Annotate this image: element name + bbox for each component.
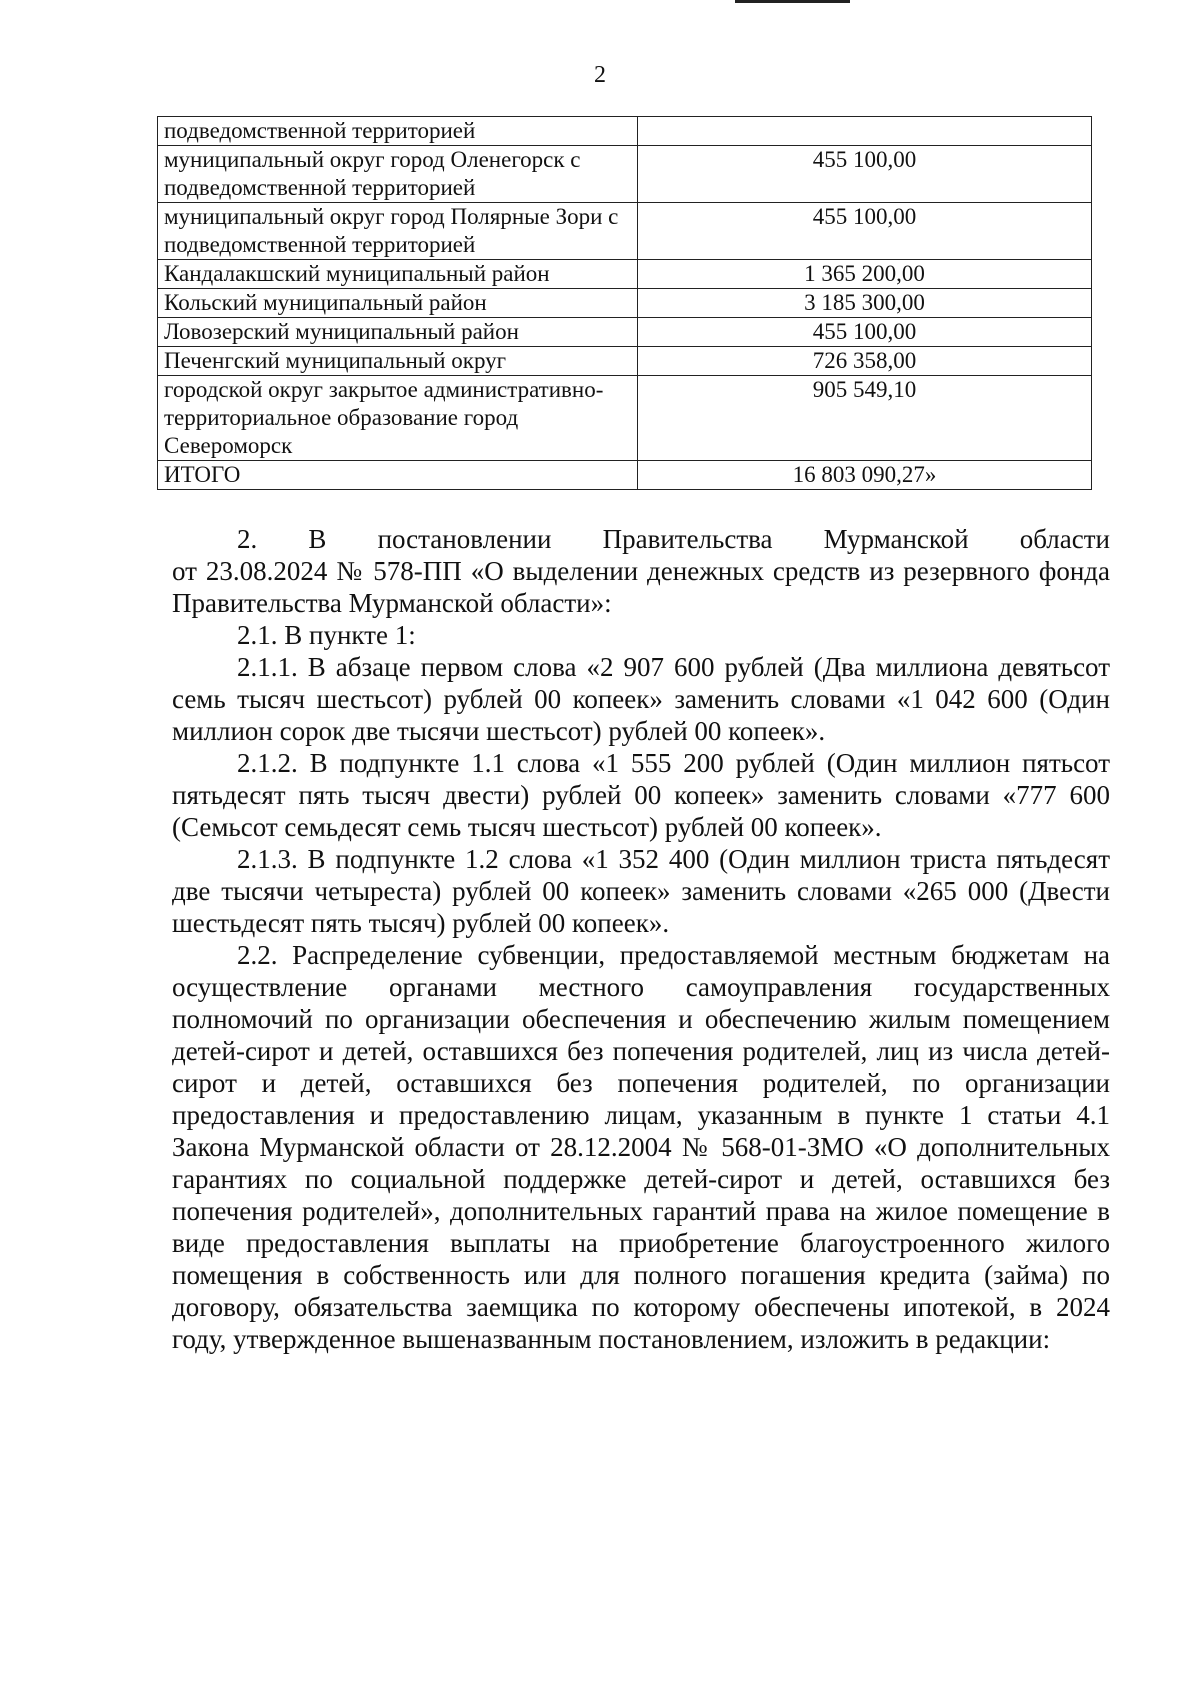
table-cell-name: Ловозерский муниципальный район [158, 318, 638, 347]
document-body [172, 523, 1110, 1355]
top-edge-mark [735, 0, 850, 3]
paragraph: 2.1.2. В подпункте 1.1 слова «1 555 200 рублей (Один миллион пятьсот пятьдесят пять тысяч двести) рублей 00 копеек» заменить словами «777 600 (Семьсот семьдесят семь тысяч шестьсот) рублей 00 копеек». [172, 748, 1110, 842]
table-cell-name: Кольский муниципальный район [158, 289, 638, 318]
table-cell-amount: 455 100,00 [638, 146, 1092, 203]
table-cell-amount: 1 365 200,00 [638, 260, 1092, 289]
table-cell-amount: 16 803 090,27» [638, 461, 1092, 490]
table-total-row [158, 461, 1092, 490]
page-number: 2 [594, 62, 606, 88]
table-cell-name: муниципальный округ город Полярные Зори с подведомственной территорией [158, 203, 638, 260]
table-row [158, 260, 1092, 289]
table-cell-name: Кандалакшский муниципальный район [158, 260, 638, 289]
paragraph: от 23.08.2024 № 578-ПП «О выделении денежных средств из резервного фонда Правительства Мурманской области»: [172, 556, 1110, 618]
table-cell-name: подведомственной территорией [158, 117, 638, 146]
table-row [158, 146, 1092, 203]
table-cell-name: Печенгский муниципальный округ [158, 347, 638, 376]
table-cell-amount: 3 185 300,00 [638, 289, 1092, 318]
allocation-table [157, 116, 1092, 490]
paragraph: 2. В постановлении Правительства Мурманской области [237, 524, 1110, 554]
table-row [158, 203, 1092, 260]
paragraph: 2.1.1. В абзаце первом слова «2 907 600 рублей (Два миллиона девятьсот семь тысяч шестьсот) рублей 00 копеек» заменить словами «1 042 600 (Один миллион сорок две тысячи шестьсот) рублей 00 копеек». [172, 652, 1110, 746]
table-cell-amount [638, 117, 1092, 146]
table-cell-amount: 726 358,00 [638, 347, 1092, 376]
table-row [158, 117, 1092, 146]
table-cell-name: муниципальный округ город Оленегорск с подведомственной территорией [158, 146, 638, 203]
table-cell-name: ИТОГО [158, 461, 638, 490]
paragraph: 2.1.3. В подпункте 1.2 слова «1 352 400 (Один миллион триста пятьдесят две тысячи четыреста) рублей 00 копеек» заменить словами «265 000 (Двести шестьдесят пять тысяч) рублей 00 копеек». [172, 844, 1110, 938]
table-row [158, 318, 1092, 347]
paragraph: 2.2. Распределение субвенции, предоставляемой местным бюджетам на осуществление органами местного самоуправления государственных полномочий по организации обеспечения и обеспечению жилым помещением детей-сирот и детей, оставшихся без попечения родителей, лиц из числа детей-сирот и детей, оставшихся без попечения родителей, по организации предоставления и предоставлению лицам, указанным в пункте 1 статьи 4.1 Закона Мурманской области от 28.12.2004 № 568-01-ЗМО «О дополнительных гарантиях по социальной поддержке детей-сирот и детей, оставшихся без попечения родителей», дополнительных гарантий права на жилое помещение в виде предоставления выплаты на приобретение благоустроенного жилого помещения в собственность или для полного погашения кредита (займа) по договору, обязательства заемщика по которому обеспечены ипотекой, в 2024 году, утвержденное вышеназванным постановлением, изложить в редакции: [172, 940, 1110, 1354]
paragraph: 2.1. В пункте 1: [237, 620, 416, 650]
table-cell-amount: 455 100,00 [638, 203, 1092, 260]
table-cell-name: городской округ закрытое административно-территориальное образование город Североморск [158, 376, 638, 461]
table-row [158, 347, 1092, 376]
table-row [158, 289, 1092, 318]
table-cell-amount: 455 100,00 [638, 318, 1092, 347]
table-row [158, 376, 1092, 461]
table-cell-amount: 905 549,10 [638, 376, 1092, 461]
